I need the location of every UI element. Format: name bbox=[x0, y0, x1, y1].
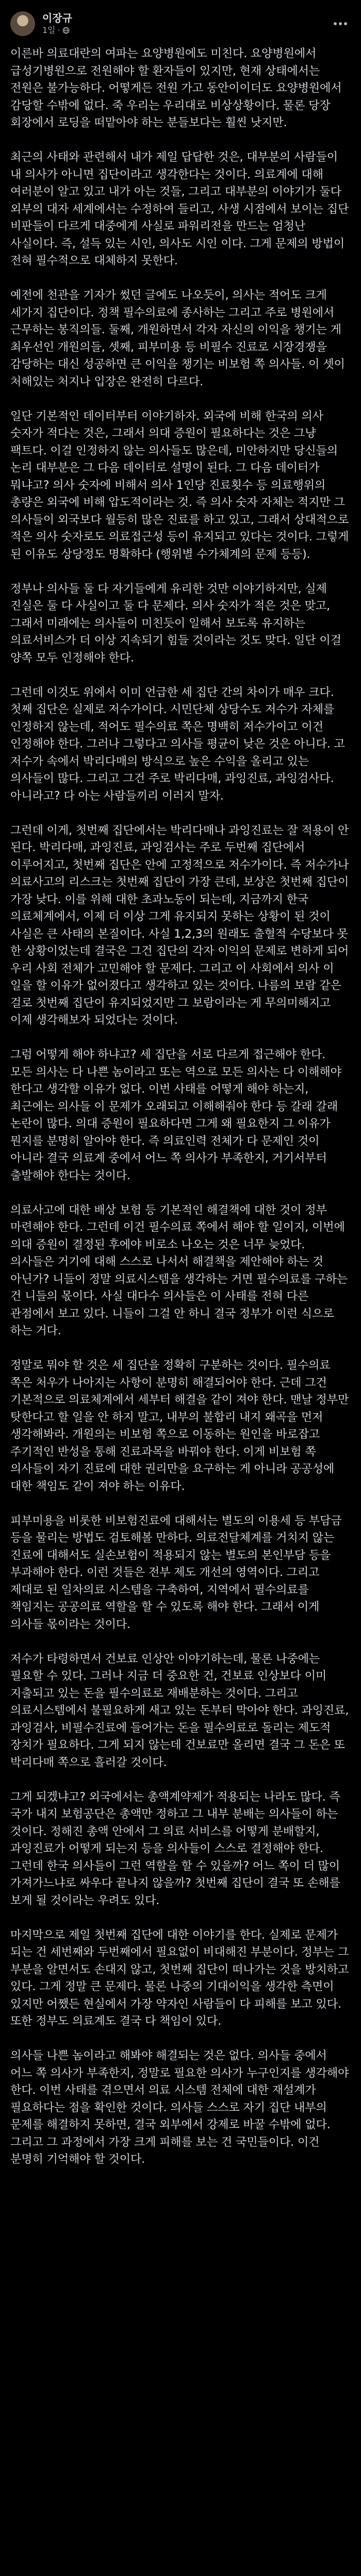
post-paragraph: 최근의 사태와 관련해서 내가 제일 답답한 것은, 대부분의 사람들이 내 의사가 아니면 집단이라고 생각한다는 것이다. 의료계에 대해 여러분이 알고 있고 내가 아는 것들, 그리고 대부분의 이야기가 둘다 외부의 대자 세계에서는 수정하여 들리고, 사생 시점에서 보이는 집단 비판들이 다르게 대중에게 사실로 파워리전을 만드는 엄청난 사실이다. 즉, 설득 있는 시인, 의사도 시인 이다. 그게 문제의 방법이 전혀 필수적으로 대체하지 못한다. bbox=[10, 150, 349, 267]
author-name[interactable]: 이장규 bbox=[42, 12, 72, 24]
avatar[interactable] bbox=[10, 11, 35, 36]
post-paragraph: 정부나 의사들 둘 다 자기들에게 유리한 것만 이야기하지만, 실제 진실은 둘 다 사실이고 둘 다 문제다. 의사 숫자가 적은 것은 맞고, 그래서 미래에는 의사들이 미친듯이 일해서 보도록 유지하는 의료서비스가 더 이상 지속되기 힘들 것이라는 것도 맞다. 일단 이걸 양쪽 모두 인정해야 한다. bbox=[10, 582, 341, 665]
globe-icon bbox=[62, 27, 70, 34]
separator-dot: · bbox=[57, 25, 60, 35]
post-header bbox=[0, 0, 361, 41]
post-body bbox=[0, 41, 361, 2168]
post-paragraph: 일단 기본적인 데이터부터 이야기하자. 외국에 비해 한국의 의사 숫자가 적다는 것은, 그래서 의대 증원이 필요하다는 것은 그냥 팩트다. 이걸 인정하지 않는 의사들도 많은데, 미안하지만 당신들의 논리 대부분은 그 다음 데이터로 설명이 된다. 그 다음 데이터가 뭐냐고? 의사 숫자에 비해서 의사 1인당 진료횟수 등 의료행위의 총량은 외국에 비해 압도적이라는 것. 즉 의사 숫자 자체는 적지만 그 의사들이 외국보다 월등히 많은 진료를 하고 있고, 그래서 상대적으로 적은 의사 숫자로도 의료접근성 등이 유지되고 있다는 것이다. 그렇게 된 이유도 상당정도 명확하다 (행위별 수가체계의 문제 등등). bbox=[10, 409, 349, 561]
post-paragraph: 피부미용을 비롯한 비보험진료에 대해서는 별도의 이용세 등 부담금 등을 물리는 방법도 검토해볼 만하다. 의료전달체계를 거치지 않는 진료에 대해서도 실손보험이 적용되지 않는 별도의 본인부담 등을 부과해야 한다. 이런 것들은 전부 제도 개선의 영역이다. 그리고 제대로 된 일차의료 시스템을 구축하여, 지역에서 필수의료를 책임지는 공공의료 역할을 할 수 있도록 해야 한다. 그래서 이게 의사들 몫이라는 것이다. bbox=[10, 1514, 342, 1631]
post-paragraph: 그런데 이게, 첫번째 집단에서는 박리다매나 과잉진료는 잘 적용이 안 된다. 박리다매, 과잉진료, 과잉검사는 주로 두번째 집단에서 이루어지고, 첫번째 집단은 안에 고정적으로 저수가이다. 즉 저수가나 의료사고의 리스크는 첫번째 집단이 가장 큰데, 보상은 첫번째 집단이 가장 낮다. 이를 위해 대한 초과노동이 되는데, 지금까지 한국 의료체계에서, 이제 더 이상 그게 유지되지 못하는 상황이 된 것이 사실은 큰 사태의 본질이다. 사실 1,2,3의 원래도 출혈적 수당보다 못 한 상황이었는데 결국은 그건 집단의 각자 이익의 문제로 변하게 되어 우리 사회 전체가 고민해야 할 문제다. 그리고 이 사회에서 의사 이 일을 할 이유가 없어졌다고 생각하고 있는 것이다. 나름의 보람 같은 걸로 첫번째 집단이 유지되었지만 그 보람이라는 게 무의미해지고 이제 생각해보자 되었다는 것이다. bbox=[10, 823, 349, 1027]
post-paragraph: 그럼 어떻게 해야 하냐고? 세 집단을 서로 다르게 접근해야 한다. 모든 의사는 다 나쁜 놈이라고 또는 역으로 모든 의사는 다 이해해야 한다고 생각할 이유가 없다. 이번 사태를 어떻게 해야 하는지, 최근에는 의사들 이 문제가 오래되고 이해해줘야 한다 등 갈래 갈래 논란이 많다. 의대 증원이 필요하다면 그게 왜 필요한지 그 이유가 뭔지를 분명히 알아야 한다. 즉 의료인력 전체가 다 문제인 것이 아니라 결국 의료계 중에서 어느 쪽 의사가 부족한지, 거기서부터 출발해야 한다는 것이다. bbox=[10, 1048, 341, 1182]
post-paragraph: 저수가 타령하면서 건보료 인상안 이야기하는데, 물론 나중에는 필요할 수 있다. 그러나 지금 더 중요한 건, 건보료 인상보다 이미 지출되고 있는 돈을 필수의료로 재배분하는 것이다. 그리고 의료시스템에서 불필요하게 새고 있는 돈부터 막아야 한다. 과잉진료, 과잉검사, 비필수진료에 들어가는 돈을 필수의료로 돌리는 제도적 장치가 필요하다. 그게 되지 않는데 건보료만 올리면 결국 그 돈은 또 박리다매 쪽으로 흘러갈 것이다. bbox=[10, 1652, 349, 1769]
post-paragraph: 의사들 나쁜 놈이라고 해봐야 해결되는 것은 없다. 의사들 중에서 어느 쪽 의사가 부족한지, 정말로 필요한 의사가 누구인지를 생각해야 한다. 이번 사태를 겪으면서 의료 시스템 전체에 대한 재설계가 필요하다는 점을 확인한 것이다. 의사들 스스로 자기 집단 내부의 문제를 해결하지 못하면, 결국 외부에서 강제로 바꿀 수밖에 없다. 그리고 그 과정에서 가장 크게 피해를 보는 건 국민들이다. 이건 분명히 기억해야 할 것이다. bbox=[10, 2049, 349, 2166]
post-meta bbox=[42, 11, 330, 36]
post-paragraph: 예전에 천관을 기자가 썼던 글에도 나오듯이, 의사는 적어도 크게 세가지 집단이다. 정책 필수의료에 종사하는 그리고 주로 병원에서 근무하는 봉직의들. 둘째, 개원하면서 각자 자신의 이익을 챙기는 게 최우선인 개원의들, 셋째, 피부미용 등 비필수 진료로 시장경쟁을 감당하는 대신 성공하면 큰 이익을 챙기는 비보험 쪽 의사들. 이 셋이 처해있는 처지나 입장은 완전히 다르다. bbox=[10, 289, 345, 388]
post-paragraph: 의료사고에 대한 배상 보험 등 기본적인 해결책에 대한 것이 정부 마련해야 한다. 그런데 이건 필수의료 쪽에서 해야 할 일이지, 이번에 의대 증원이 결정된 후에야 비로소 나오는 것은 너무 늦었다. 의사들은 거기에 대해 스스로 나서서 해결책을 제안해야 하는 것 아닌가? 니들이 정말 의료시스템을 생각하는 거면 필수의료를 구하는 건 니들의 몫이다. 사실 대다수 의사들은 이 사태를 전혀 다른 관점에서 보고 있다. 니들이 그걸 안 하니 결국 정부가 이런 식으로 하는 거다. bbox=[10, 1203, 348, 1337]
post-paragraph: 그게 되겠냐고? 외국에서는 총액계약제가 적용되는 나라도 많다. 즉 국가 내지 보험공단은 총액만 정하고 그 내부 분배는 의사들이 하는 것이다. 정해진 총액 안에서 그 의료 서비스를 어떻게 분배할지, 과잉진료가 어떻게 되는지 등을 의사들이 스스로 결정해야 한다. 그런데 한국 의사들이 그런 역할을 할 수 있을까? 어느 쪽이 더 많이 가져가느냐로 싸우다 끝나지 않을까? 첫번째 집단이 결국 또 손해를 보게 될 것이라는 우려도 있다. bbox=[10, 1790, 340, 1907]
post-subline bbox=[42, 25, 330, 36]
more-options-icon[interactable] bbox=[330, 13, 351, 34]
post-time[interactable]: 1일 bbox=[42, 25, 56, 35]
post-paragraph: 이른바 의료대란의 여파는 요양병원에도 미친다. 요양병원에서 급성기병원으로 전원해야 할 환자들이 있지만, 현재 상태에서는 전원은 불가능하다. 어떻게든 전원 가고 동안이이더도 요양병원에서 감당할 수밖에 없다. 죽 우리는 우리대로 비상상황이다. 물론 당장 회장에서 로딩을 떠맡아야 하는 분들보다는 훨씬 낫지만. bbox=[10, 47, 342, 129]
post-paragraph: 정말로 뭐야 할 것은 세 집단을 정확히 구분하는 것이다. 필수의료 쪽은 처우가 나아지는 사항이 분명히 해결되어야 한다. 근데 그건 기본적으로 의료체계에서 세부터 해결을 같이 져야 한다. 맨날 정부만 탓한다고 할 일을 안 하지 말고, 내부의 불합리 내지 왜곡을 먼저 생각해봐라. 개원의는 비보험 쪽으로 이동하는 원인을 바로잡고 주기적인 반성을 통해 진료과목을 바꿔야 한다. 이게 비보험 쪽 의사들이 자기 진료에 대한 권리만을 요구하는 게 아니라 공공성에 대한 책임도 같이 져야 하는 이유다. bbox=[10, 1359, 349, 1493]
post-paragraph: 마지막으로 제일 첫번째 집단에 대한 이야기를 한다. 실제로 문제가 되는 건 세번째와 두번째에서 필요없이 비대해진 부분이다. 정부는 그 부분을 알면서도 손대지 않고, 첫번째 집단이 떠나가는 것을 방치하고 있다. 그게 정말 큰 문제다. 물론 나중의 기대이익을 생각한 측면이 있지만 어쨌든 현실에서 가장 약자인 사람들이 다 피해를 보고 있다. 또한 정부도 의료계도 결국 다 책임이 있다. bbox=[10, 1928, 349, 2028]
post-paragraph: 그런데 이것도 위에서 이미 언급한 세 집단 간의 차이가 매우 크다. 첫째 집단은 실제로 저수가이다. 시민단체 상당수도 저수가 자체를 인정하지 않는데, 적어도 필수의료 쪽은 명백히 저수가이고 이건 인정해야 한다. 그러나 그렇다고 의사들 평균이 낮은 것은 아니다. 고 저수가 속에서 박리다매의 방식으로 높은 수익을 올리고 있는 의사들이 많다. 그리고 그건 주로 박리다매, 과잉진료, 과잉검사다. 아니라고? 다 아는 사람들끼리 이러지 말자. bbox=[10, 685, 345, 803]
